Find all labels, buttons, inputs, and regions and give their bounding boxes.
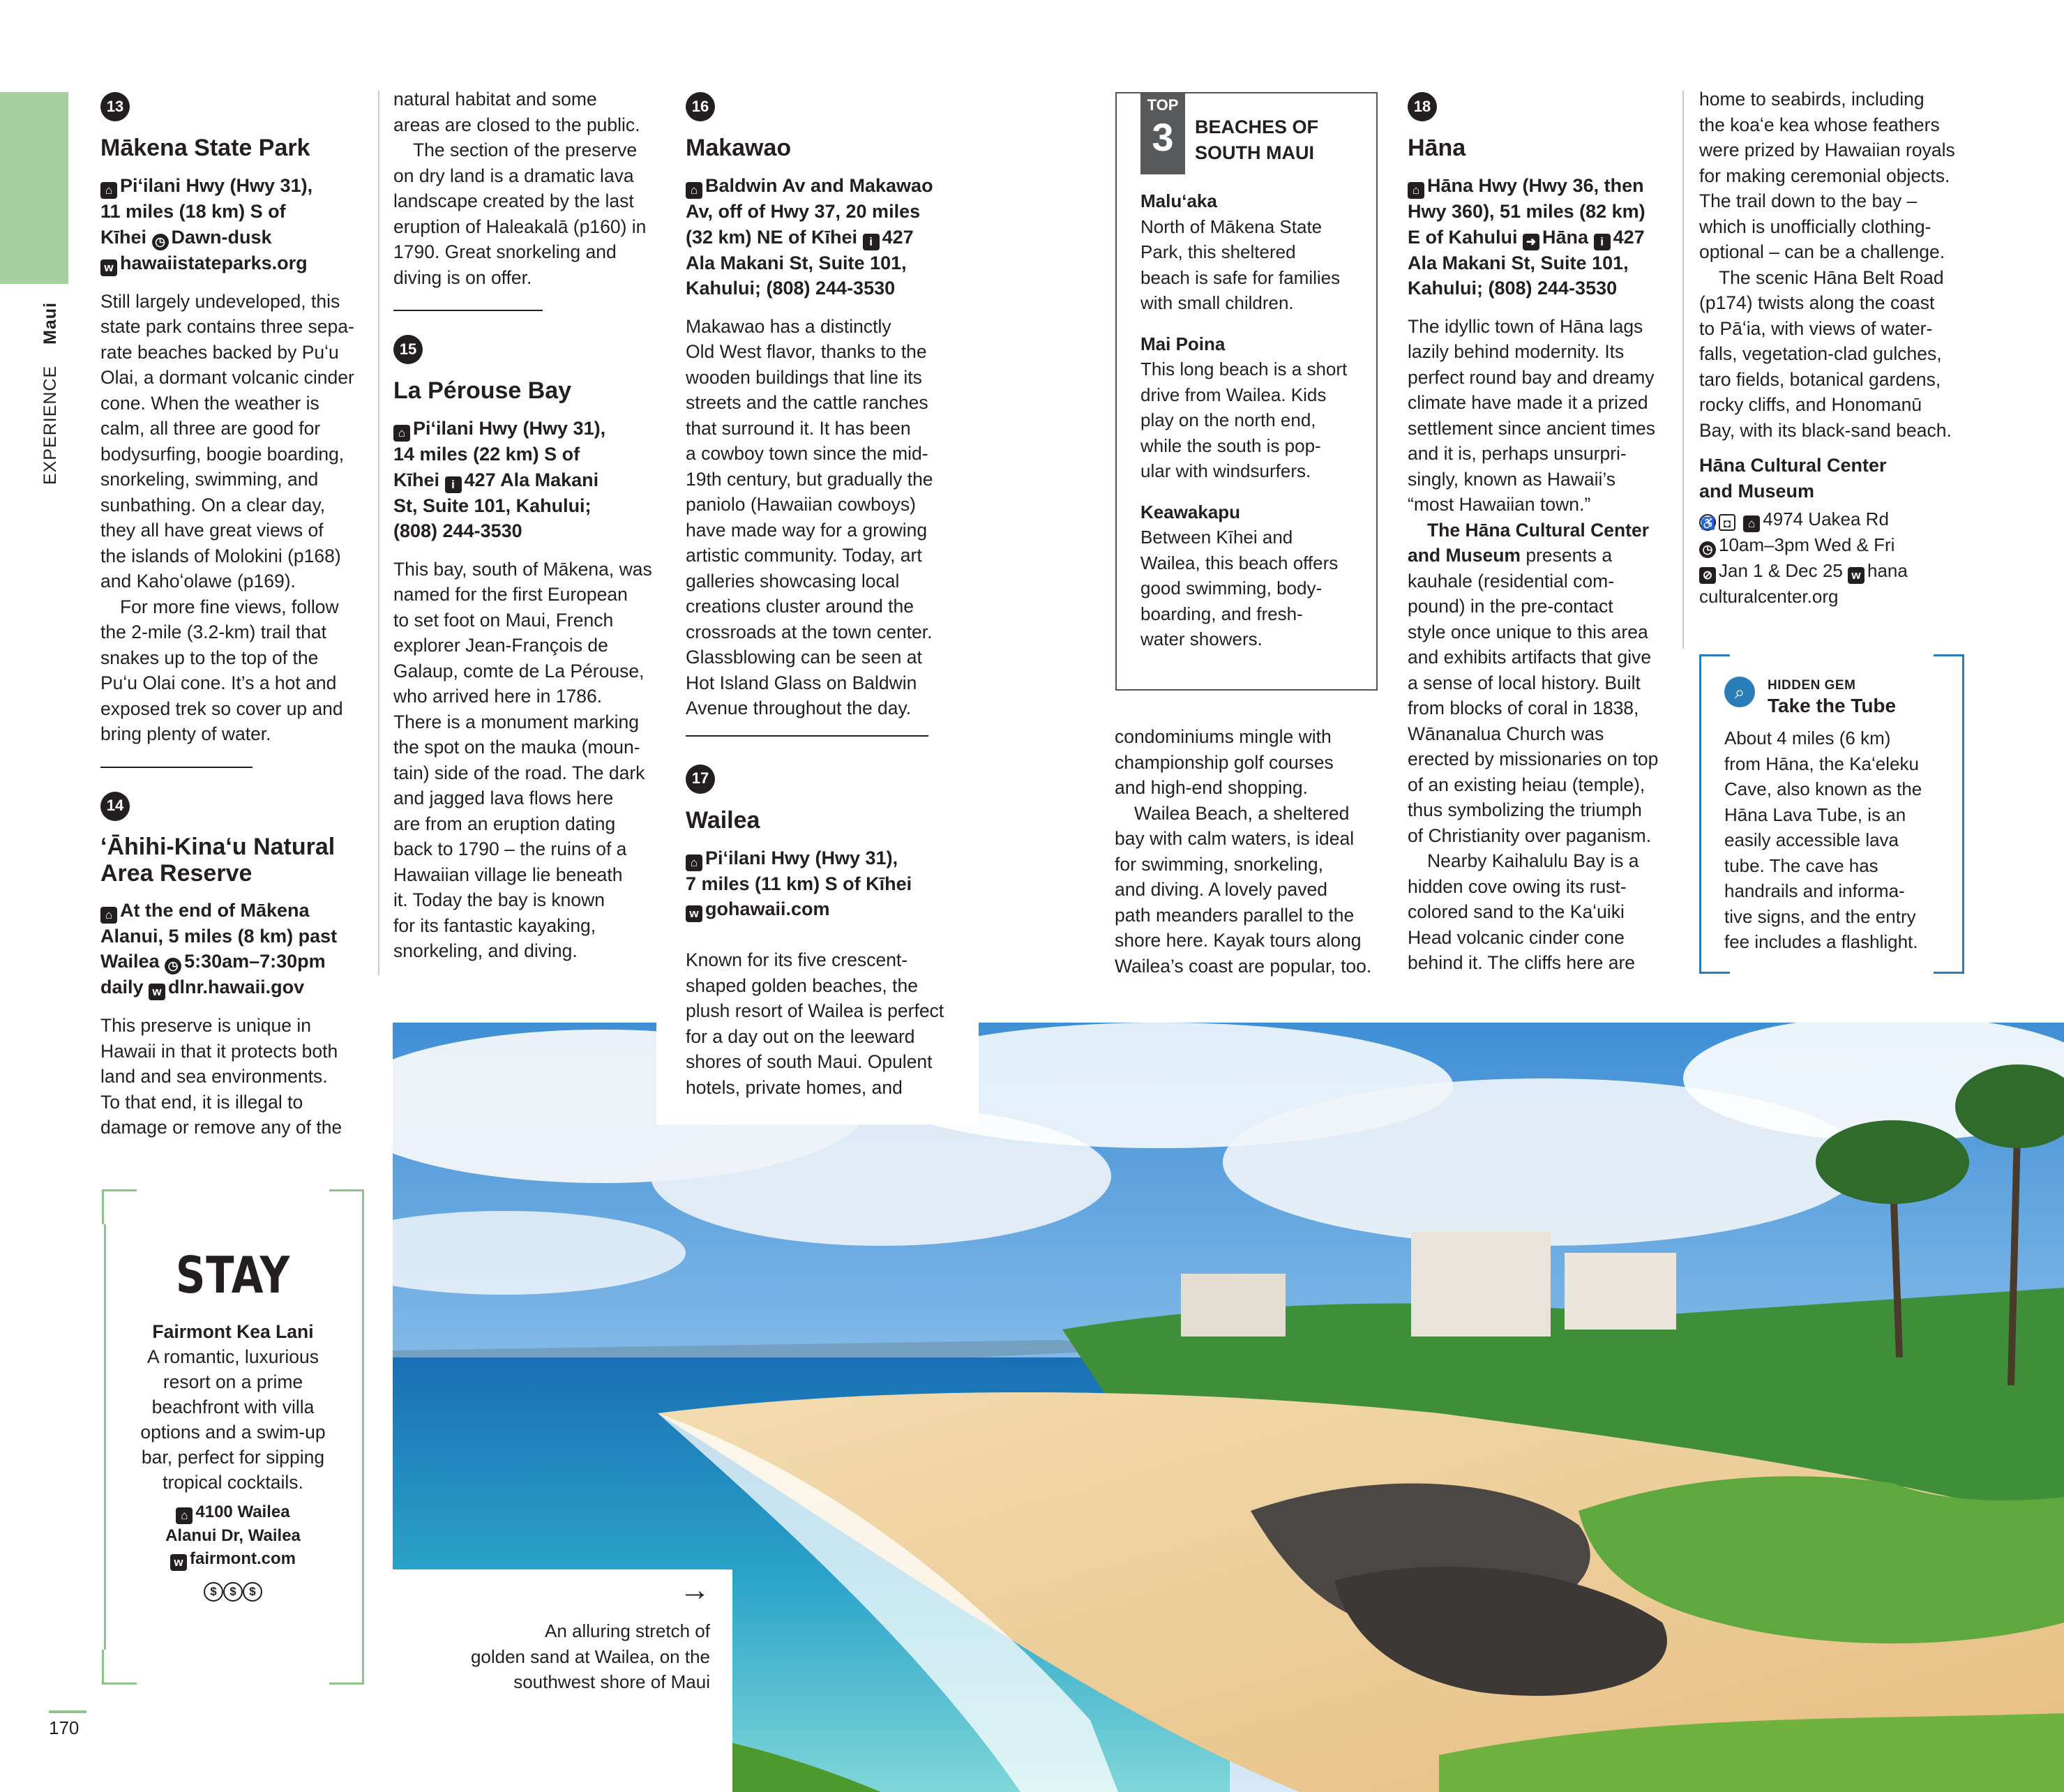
text-line: taro fields, botanical gardens, xyxy=(1699,368,1941,390)
text-line: crossroads at the town center. xyxy=(686,621,933,642)
top3-item-name: Mai Poina xyxy=(1140,333,1226,354)
text-line: back to 1790 – the ruins of a xyxy=(393,838,627,859)
text-line: Cave, also known as the xyxy=(1724,778,1922,799)
text-line: for its fantastic kayaking, xyxy=(393,914,596,936)
section-number: 13 xyxy=(100,92,130,121)
home-icon: ⌂ xyxy=(686,854,702,871)
paragraph xyxy=(686,314,954,721)
section-title: La Pérouse Bay xyxy=(393,377,572,404)
web-icon: w xyxy=(1848,567,1865,584)
gem-frame-bottom xyxy=(1934,972,1964,974)
text-line: plush resort of Wailea is perfect xyxy=(686,1000,944,1021)
text-line: rate beaches backed by Puʻu xyxy=(100,341,339,363)
home-icon: ⌂ xyxy=(1408,182,1424,199)
text-line: singly, known as Hawaii’s xyxy=(1408,468,1616,490)
closed-icon: ⊘ xyxy=(1699,567,1716,584)
top3-heading: BEACHES OF SOUTH MAUI xyxy=(1195,116,1319,163)
body-text xyxy=(100,289,366,747)
text-line: For more fine views, follow xyxy=(120,596,339,617)
column-2 xyxy=(393,86,658,964)
text-line: on dry land is a dramatic lava xyxy=(393,165,634,186)
text-line: play on the north end, xyxy=(1140,409,1316,430)
text-line: handrails and informa- xyxy=(1724,880,1905,901)
text-line: Park, this sheltered xyxy=(1140,241,1296,262)
text-line: paniolo (Hawaiian cowboys) xyxy=(686,494,916,515)
paragraph xyxy=(1408,314,1676,518)
text-line: tube. The cave has xyxy=(1724,854,1878,876)
gem-frame-top xyxy=(1699,654,1730,656)
text-line: Still largely undeveloped, this xyxy=(100,290,340,312)
paragraph xyxy=(393,557,658,964)
text-line: a cowboy town since the mid- xyxy=(686,443,928,464)
paragraph xyxy=(1699,86,1978,265)
text-line: for making ceremonial objects. xyxy=(1699,165,1950,186)
text-line: The scenic Hāna Belt Road xyxy=(1719,266,1944,288)
text-line: (p174) twists along the coast xyxy=(1699,292,1935,313)
website-link[interactable]: fairmont.com xyxy=(189,1549,296,1568)
paragraph xyxy=(1699,265,1978,444)
paragraph xyxy=(100,594,366,747)
text-line: shores of south Maui. Opulent xyxy=(686,1051,933,1072)
text-line: Wailea’s coast are popular, too. xyxy=(1115,955,1372,977)
running-head-region: Maui xyxy=(40,301,60,345)
text-line: are from an eruption dating xyxy=(393,813,616,834)
text-line: exposed trek so cover up and xyxy=(100,698,343,719)
text-line: streets and the cattle ranches xyxy=(686,392,928,413)
body-text xyxy=(1115,724,1387,979)
paragraph xyxy=(100,1013,366,1140)
text-line: Avenue throughout the day. xyxy=(686,698,912,718)
body-text xyxy=(100,1013,366,1140)
text-line: to Pāʻia, with views of water- xyxy=(1699,317,1933,339)
text-line: to set foot on Maui, French xyxy=(393,609,614,631)
text-line: boarding, and fresh- xyxy=(1140,603,1303,624)
text-line: style once unique to this area xyxy=(1408,621,1648,642)
top3-box xyxy=(1115,92,1378,691)
text-line: This preserve is unique in xyxy=(100,1015,311,1036)
text-line: and diving. A lovely paved xyxy=(1115,879,1327,900)
practical-info: ⌂ At the end of Mākena Alanui, 5 miles (8 km) past Wailea ◷ 5:30am–7:30pm daily w dlnr.hawaii.gov xyxy=(100,898,366,1001)
text-line: for swimming, snorkeling, xyxy=(1115,853,1323,875)
text-line: eruption of Haleakalā (p160) in xyxy=(393,216,647,237)
text-line: bodysurfing, boogie boarding, xyxy=(100,443,345,465)
text-line: and exhibits artifacts that give xyxy=(1408,647,1652,668)
text-line: named for the first European xyxy=(393,584,628,605)
body-text xyxy=(393,86,658,290)
text-line: There is a monument marking xyxy=(393,711,640,732)
text-line: resort on a prime xyxy=(163,1371,303,1392)
section-title: Makawao xyxy=(686,135,792,161)
text-line: Known for its five crescent- xyxy=(686,949,908,970)
text-line: bring plenty of water. xyxy=(100,723,271,744)
text-line: from Hāna, the Kaʻeleku xyxy=(1724,753,1919,774)
arrow-right-icon: → xyxy=(679,1573,710,1607)
text-line: Hawaii in that it protects both xyxy=(100,1040,338,1062)
text-line: home to seabirds, including xyxy=(1699,89,1924,110)
body-text xyxy=(393,557,658,964)
text-line: southwest shore of Maui xyxy=(513,1671,710,1692)
caption-card xyxy=(393,1569,732,1792)
body-text xyxy=(1408,314,1676,976)
text-line: beach is safe for families xyxy=(1140,266,1341,288)
text-line: 1790. Great snorkeling and xyxy=(393,241,617,262)
gem-frame-left xyxy=(1699,654,1701,974)
text-line: lazily behind modernity. Its xyxy=(1408,341,1625,362)
text-line: bar, perfect for sipping xyxy=(141,1447,325,1468)
website-link[interactable]: hawaiistateparks.org xyxy=(120,252,308,273)
text-line: thus symbolizing the triumph xyxy=(1408,799,1642,820)
text-line: The idyllic town of Hāna lags xyxy=(1408,315,1643,337)
stay-box xyxy=(102,1189,364,1685)
stay-hotel-name: Fairmont Kea Lani xyxy=(152,1321,314,1342)
stay-address-line2: Alanui Dr, Wailea xyxy=(165,1526,301,1545)
top3-item xyxy=(1140,188,1364,316)
text-line: and jagged lava flows here xyxy=(393,788,614,808)
text-line: Nearby Kaihalulu Bay is a xyxy=(1427,850,1639,871)
text-line: tropical cocktails. xyxy=(163,1472,303,1493)
stay-description xyxy=(102,1344,364,1495)
frame-corner xyxy=(102,1650,137,1685)
column-3-bottom xyxy=(686,947,954,1100)
text-line: shaped golden beaches, the xyxy=(686,974,918,996)
text-line: The section of the preserve xyxy=(413,140,638,160)
text-line: were prized by Hawaiian royals xyxy=(1699,140,1955,160)
text-line: galleries showcasing local xyxy=(686,570,900,592)
museum-name: The Hāna Cultural Center xyxy=(1427,519,1650,541)
text-line: calm, all three are good for xyxy=(100,418,321,439)
text-line: Wailea Beach, a sheltered xyxy=(1134,802,1350,824)
body-text xyxy=(686,314,954,721)
text-line: wooden buildings that line its xyxy=(686,366,922,388)
text-line: beachfront with villa xyxy=(151,1396,315,1417)
top3-item-name: Keawakapu xyxy=(1140,501,1241,522)
gem-frame-right xyxy=(1962,654,1964,974)
section-number: 16 xyxy=(686,92,715,121)
text-line: fee includes a flashlight. xyxy=(1724,931,1918,952)
website-link[interactable]: gohawaii.com xyxy=(705,898,830,919)
website-link[interactable]: hana xyxy=(1867,560,1908,581)
text-line: land and sea environments. xyxy=(100,1066,328,1087)
stay-heading: STAY xyxy=(175,1246,291,1304)
hidden-gem-box xyxy=(1699,654,1964,974)
column-4 xyxy=(1115,724,1387,979)
paragraph xyxy=(393,86,658,137)
text-line: Old West flavor, thanks to the xyxy=(686,341,927,362)
text-line: Puʻu Olai cone. It’s a hot and xyxy=(100,672,337,693)
clock-icon: ◷ xyxy=(152,234,169,250)
running-head-section: EXPERIENCE xyxy=(40,365,60,485)
section-title: Mākena State Park xyxy=(100,135,310,161)
paragraph xyxy=(1115,801,1387,979)
body-text xyxy=(1699,86,1978,443)
text-line: who arrived here in 1786. xyxy=(393,686,603,707)
text-line: This long beach is a short xyxy=(1140,359,1348,379)
column-divider xyxy=(378,91,379,975)
text-line: the islands of Molokini (p168) xyxy=(100,545,341,566)
text-line: rocky cliffs, and Honomanū xyxy=(1699,394,1922,415)
text-line: the koaʻe kea whose feathers xyxy=(1699,114,1940,135)
text-line: creations cluster around the xyxy=(686,596,914,617)
text-line: good swimming, body- xyxy=(1140,578,1323,598)
clock-icon: ◷ xyxy=(165,958,181,974)
web-icon: w xyxy=(149,984,165,1000)
text-line: “most Hawaiian town.” xyxy=(1408,494,1591,515)
text-line: landscape created by the last xyxy=(393,190,634,211)
text-line: tain) side of the road. The dark xyxy=(393,762,645,783)
text-line: of Christianity over paganism. xyxy=(1408,825,1652,846)
paragraph xyxy=(686,947,954,1100)
text-line: drive from Wailea. Kids xyxy=(1140,384,1327,405)
text-line: behind it. The cliffs here are xyxy=(1408,952,1636,973)
practical-info: ⌂ Baldwin Av and Makawao Av, off of Hwy 37, 20 miles (32 km) NE of Kīhei i 427 Ala Makani St, Suite 101, Kahului; (808) 244-3530 xyxy=(686,175,933,299)
text-line: Between Kīhei and xyxy=(1140,527,1293,548)
practical-info: ⌂ Piʻilani Hwy (Hwy 31), 7 miles (11 km) S of Kīhei w gohawaii.com xyxy=(686,845,954,923)
column-3 xyxy=(686,92,954,935)
frame-corner xyxy=(329,1189,364,1224)
text-line: Hot Island Glass on Baldwin xyxy=(686,672,917,693)
museum-info: ♿ ◘ ⌂ 4974 Uakea Rd ◷ 10am–3pm Wed & Fri ⊘ Jan 1 & Dec 25 w hana culturalcenter.org xyxy=(1699,506,1978,610)
hidden-gem-label: HIDDEN GEM xyxy=(1768,678,1856,693)
info-icon: i xyxy=(863,234,880,250)
text-line: Hāna Lava Tube, is an xyxy=(1724,804,1906,825)
text-line: North of Mākena State xyxy=(1140,216,1323,237)
text-line: Makawao has a distinctly xyxy=(686,315,891,337)
text-line: cone. When the weather is xyxy=(100,392,319,414)
text-line: Glassblowing can be seen at xyxy=(686,647,922,668)
text-line: Hawaiian village lie beneath xyxy=(393,864,623,885)
text-line: they all have great views of xyxy=(100,520,324,541)
top3-item-name: Maluʻaka xyxy=(1140,190,1217,211)
text-line: The trail down to the bay – xyxy=(1699,190,1918,211)
text-line: About 4 miles (6 km) xyxy=(1724,728,1891,748)
text-line: the spot on the mauka (moun- xyxy=(393,737,640,758)
paragraph xyxy=(1115,724,1387,801)
text-line: golden sand at Wailea, on the xyxy=(470,1646,710,1667)
text-line: Head volcanic cinder cone xyxy=(1408,926,1625,948)
section-tab xyxy=(0,92,68,284)
text-line: damage or remove any of the xyxy=(100,1117,342,1138)
text-line: perfect round bay and dreamy xyxy=(1408,366,1655,388)
text-line: options and a swim-up xyxy=(140,1422,326,1443)
text-line: have made way for a growing xyxy=(686,519,928,541)
top3-list xyxy=(1140,188,1364,652)
top3-item xyxy=(1140,499,1364,652)
text-line: Wānanalua Church was xyxy=(1408,723,1604,744)
gem-frame-bottom xyxy=(1699,972,1730,974)
text-line: a sense of local history. Built xyxy=(1408,672,1641,693)
home-icon: ⌂ xyxy=(686,182,702,199)
web-icon: w xyxy=(100,259,117,276)
text-line: snorkeling, swimming, and xyxy=(100,469,319,490)
text-line: snakes up to the top of the xyxy=(100,647,319,668)
text-line: kauhale (residential com- xyxy=(1408,570,1615,592)
info-icon: i xyxy=(445,476,462,493)
text-line: for a day out on the leeward xyxy=(686,1025,915,1047)
text-line: water showers. xyxy=(1140,628,1263,649)
section-number: 18 xyxy=(1408,92,1437,121)
section-rule xyxy=(100,767,253,768)
section-number: 15 xyxy=(393,335,423,364)
paragraph xyxy=(1408,848,1676,976)
accessibility-icon: ♿ xyxy=(1699,514,1716,531)
text-line: hidden cove owing its rust- xyxy=(1408,875,1627,897)
text-line: tive signs, and the entry xyxy=(1724,905,1916,927)
paragraph xyxy=(393,137,658,290)
column-divider xyxy=(1682,91,1684,649)
clock-icon: ◷ xyxy=(1699,541,1716,558)
text-line: and it is, perhaps unsurpri- xyxy=(1408,443,1627,464)
text-line: with small children. xyxy=(1140,292,1294,313)
text-line: Olai, a dormant volcanic cinder xyxy=(100,367,354,388)
top3-item xyxy=(1140,331,1364,484)
search-icon: ⌕ xyxy=(1724,677,1755,707)
frame-corner xyxy=(329,1650,364,1685)
text-line: erected by missionaries on top xyxy=(1408,748,1659,769)
text-line: artistic community. Today, art xyxy=(686,545,922,566)
text-line: Bay, with its black-sand beach. xyxy=(1699,419,1952,441)
practical-info: ⌂ Hāna Hwy (Hwy 36, then Hwy 360), 51 miles (82 km) E of Kahului ➜ Hāna i 427 Ala Makani St, Suite 101, Kahului; (808) 244-3530 xyxy=(1408,175,1645,299)
text-line: state park contains three sepa- xyxy=(100,316,354,337)
text-line: Galaup, comte de La Pérouse, xyxy=(393,660,645,682)
text-line: 19th century, but gradually the xyxy=(686,468,933,490)
stay-address: 4100 Wailea xyxy=(195,1503,290,1521)
column-6 xyxy=(1699,86,1978,610)
text-line: hotels, private homes, and xyxy=(686,1076,903,1098)
text-line: climate have made it a prized xyxy=(1408,392,1648,413)
text-line: pound) in the pre-contact xyxy=(1408,596,1613,617)
text-line: championship golf courses xyxy=(1115,751,1334,773)
page-number-rule xyxy=(49,1710,86,1713)
text-line: and high-end shopping. xyxy=(1115,777,1309,798)
text-line: that surround it. It has been xyxy=(686,417,911,439)
page-number: 170 xyxy=(49,1717,80,1738)
text-line: easily accessible lava xyxy=(1724,829,1899,850)
frame-corner xyxy=(102,1189,137,1224)
text-line: natural habitat and some xyxy=(393,89,597,110)
text-line: settlement since ancient times xyxy=(1408,417,1655,439)
text-line: areas are closed to the public. xyxy=(393,114,640,135)
paragraph xyxy=(100,289,366,594)
text-line: the 2-mile (3.2-km) trail that xyxy=(100,622,326,642)
top3-badge: TOP 3 xyxy=(1140,93,1185,174)
section-rule xyxy=(686,735,928,737)
hidden-gem-text xyxy=(1724,725,1954,955)
text-line: bay with calm waters, is ideal xyxy=(1115,828,1355,849)
text-line: of an existing heiau (temple), xyxy=(1408,774,1645,795)
hidden-gem-title: Take the Tube xyxy=(1768,695,1897,716)
bus-icon: ➜ xyxy=(1523,234,1539,250)
text-line: path meanders parallel to the xyxy=(1115,904,1355,926)
section-number: 17 xyxy=(686,765,715,794)
home-icon: ⌂ xyxy=(100,907,117,924)
website-link[interactable]: dlnr.hawaii.gov xyxy=(168,977,305,997)
section-title: Hāna xyxy=(1408,135,1466,161)
text-line: while the south is pop- xyxy=(1140,435,1321,456)
text-line: condominiums mingle with xyxy=(1115,726,1332,747)
gem-frame-top xyxy=(1934,654,1964,656)
web-icon: w xyxy=(686,905,702,922)
price-icon: $ $ $ xyxy=(102,1576,364,1602)
text-line: it. Today the bay is known xyxy=(393,889,605,910)
text-line: which is unofficially clothing- xyxy=(1699,216,1931,237)
camera-icon: ◘ xyxy=(1719,514,1735,531)
practical-info: ⌂ Piʻilani Hwy (Hwy 31), 14 miles (22 km) S of Kīhei i 427 Ala Makani St, Suite 101, Kahului; (808) 244-3530 xyxy=(393,418,606,541)
museum-title: Hāna Cultural Center and Museum xyxy=(1699,455,1887,502)
section-running-head xyxy=(40,302,61,485)
text-line: snorkeling, and diving. xyxy=(393,940,578,961)
column-1 xyxy=(100,92,366,1140)
text-line: This bay, south of Mākena, was xyxy=(393,558,652,580)
text-line: Wailea, this beach offers xyxy=(1140,552,1339,573)
home-icon: ⌂ xyxy=(100,182,117,199)
text-line: from blocks of coral in 1838, xyxy=(1408,698,1639,718)
info-icon: i xyxy=(1594,234,1611,250)
home-icon: ⌂ xyxy=(176,1507,193,1524)
text-line: An alluring stretch of xyxy=(544,1620,710,1641)
section-rule xyxy=(393,310,543,311)
photo-caption xyxy=(471,1618,710,1695)
section-title: ʻĀhihi-Kinaʻu Natural Area Reserve xyxy=(100,833,336,887)
text-line: diving is on offer. xyxy=(393,266,532,288)
text-line: falls, vegetation-clad gulches, xyxy=(1699,343,1942,364)
museum-name: and Museum xyxy=(1408,545,1521,566)
text-line: shore here. Kayak tours along xyxy=(1115,930,1362,951)
text-line: To that end, it is illegal to xyxy=(100,1091,303,1113)
text-line: ular with windsurfers. xyxy=(1140,460,1311,481)
practical-info: ⌂ Piʻilani Hwy (Hwy 31), 11 miles (18 km) S of Kīhei ◷ Dawn-dusk w hawaiistateparks.org xyxy=(100,173,366,276)
home-icon: ⌂ xyxy=(1743,515,1760,532)
text-line: optional – can be a challenge. xyxy=(1699,241,1945,262)
web-icon: w xyxy=(170,1554,187,1571)
section-number: 14 xyxy=(100,792,130,821)
text-line: sunbathing. On a clear day, xyxy=(100,494,326,515)
section-title: Wailea xyxy=(686,806,760,834)
body-text xyxy=(686,947,954,1100)
text-line: A romantic, luxurious xyxy=(147,1346,319,1367)
text-line: colored sand to the Kaʻuiki xyxy=(1408,901,1625,922)
column-5 xyxy=(1408,92,1676,976)
text-line: and Kahoʻolawe (p169). xyxy=(100,571,296,592)
text-line: explorer Jean-François de xyxy=(393,635,608,656)
website-link-cont[interactable]: culturalcenter.org xyxy=(1699,586,1839,607)
home-icon: ⌂ xyxy=(393,425,410,442)
paragraph: The Hāna Cultural Center and Museum presents a kauhale (residential com- pound) in the pre-contact style once unique to this area and exhibits artifacts that give a sense of local history. Built from blocks of coral in 1838, Wānanalua Church was erected by missionaries on top of an existing heiau (temple), thus symbolizing the triumph of Christianity over paganism. xyxy=(1408,518,1676,849)
